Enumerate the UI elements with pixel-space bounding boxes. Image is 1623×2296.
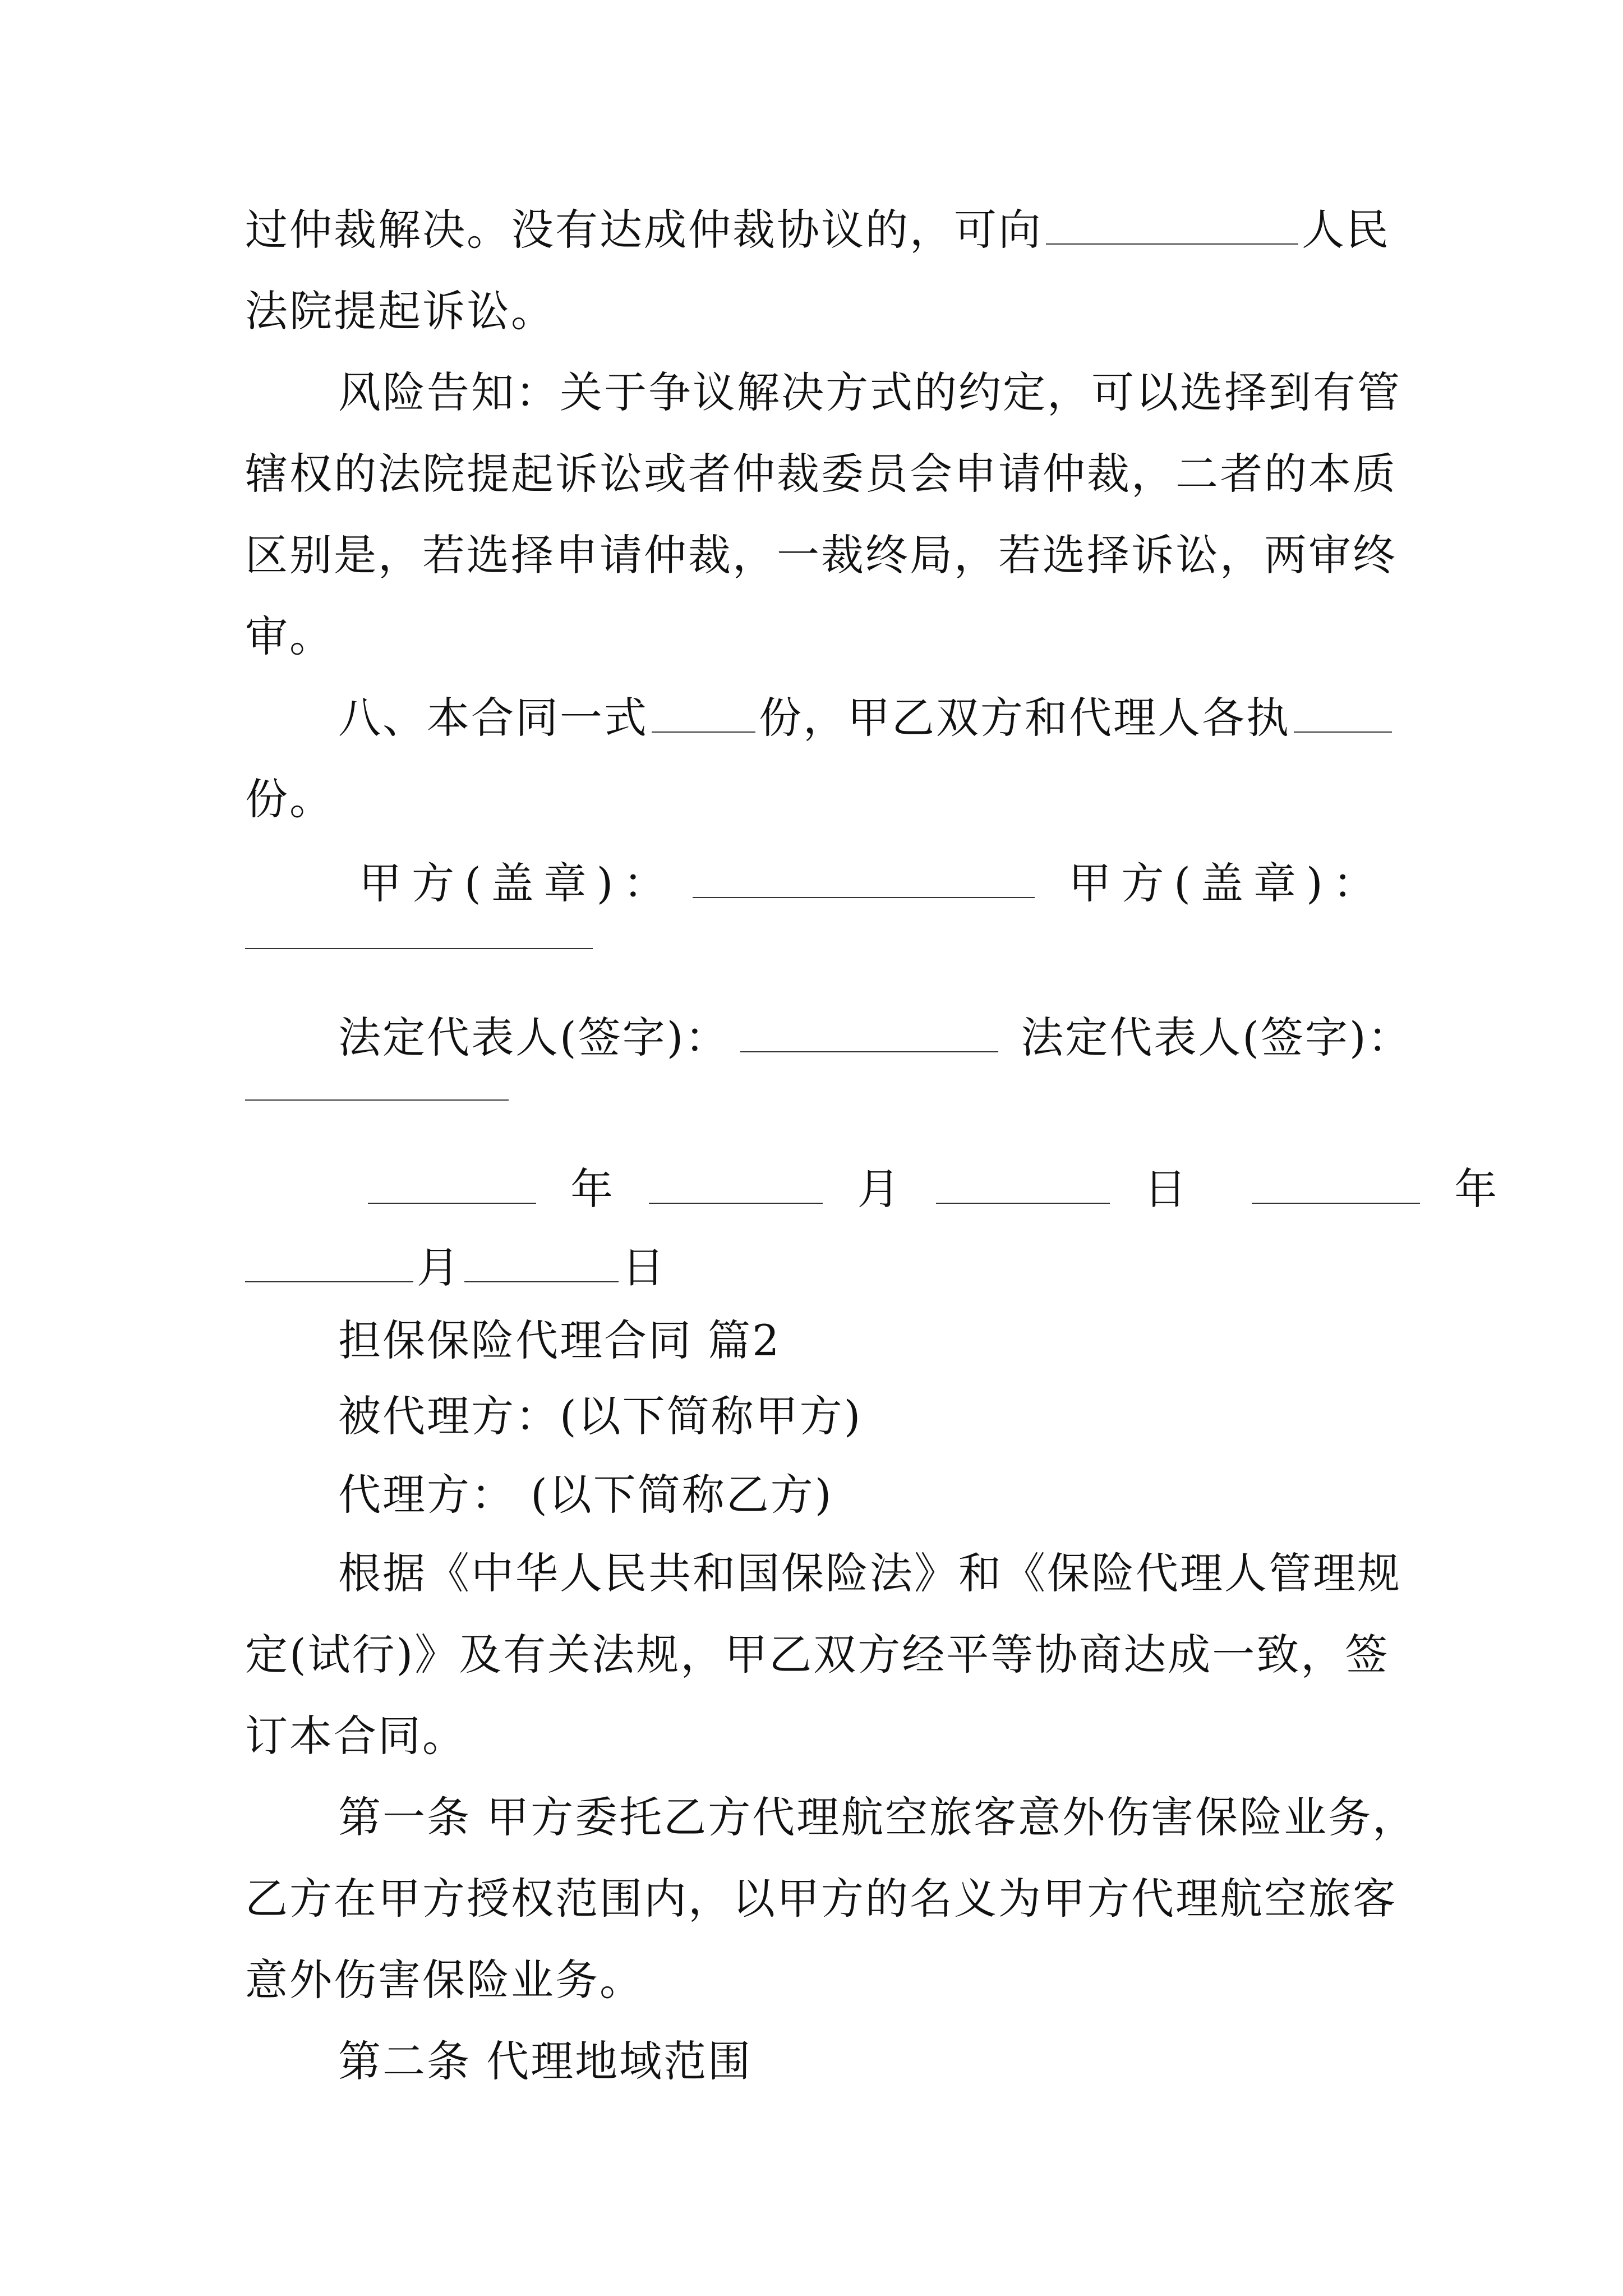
text-segment: 份，甲乙双方和代理人各执 [759,693,1290,743]
copies-clause-line [338,687,1477,749]
day-label: 日 [1144,1164,1188,1214]
article-1-line: 乙方在甲方授权范围内，以甲方的名义为甲方代理航空旅客 [245,1874,1397,1924]
year-label: 年 [570,1164,615,1214]
risk-notice-line: 区别是，若选择申请仲裁，一裁终局，若选择诉讼，两审终 [245,530,1397,580]
section-title: 担保保险代理合同 篇2 [338,1315,781,1365]
fill-blank [245,948,593,949]
fill-blank [464,1245,619,1282]
copies-clause-line: 份。 [245,774,334,824]
day-label: 日 [622,1243,666,1292]
basis-paragraph-line: 订本合同。 [245,1711,467,1761]
basis-paragraph-line: 定(试行)》及有关法规，甲乙双方经平等协商达成一致，签 [245,1630,1390,1680]
fill-blank [693,861,1035,898]
legal-rep-label: 法定代表人(签字)： [1021,1013,1412,1062]
text-segment: 过仲裁解决。没有达成仲裁协议的，可向 [245,205,1043,255]
month-label: 月 [857,1164,902,1214]
fill-blank [740,1015,998,1052]
fill-blank [1252,1167,1420,1204]
text-segment: 八、本合同一式 [338,693,648,743]
paragraph-line: 法院提起诉讼。 [245,286,555,336]
fill-blank [1294,696,1392,733]
fill-blank [1046,208,1298,245]
party-a-seal-label: 甲方(盖章)： [359,858,676,908]
legal-rep-label: 法定代表人(签字)： [338,1013,730,1062]
text-segment: 人民 [1302,205,1390,255]
fill-blank [368,1167,536,1204]
fill-blank [245,1099,509,1101]
date-line [365,1158,1499,1220]
risk-notice-line: 审。 [245,611,334,661]
paragraph-line [245,199,1390,261]
legal-rep-line [338,1007,1477,1069]
fill-blank [936,1167,1110,1204]
fill-blank [652,696,755,733]
basis-paragraph-line: 根据《中华人民共和国保险法》和《保险代理人管理规 [338,1548,1401,1598]
article-2-heading: 第二条 代理地域范围 [338,2036,753,2086]
fill-blank [245,1245,413,1282]
article-1-line: 意外伤害保险业务。 [245,1955,644,2005]
agent-party-line: 代理方： (以下简称乙方) [338,1470,833,1520]
article-1-line: 第一条 甲方委托乙方代理航空旅客意外伤害保险业务， [338,1792,1417,1842]
fill-blank [649,1167,823,1204]
principal-party-line: 被代理方：(以下简称甲方) [338,1391,863,1441]
seal-line [359,853,1385,914]
month-label: 月 [417,1243,461,1292]
party-a-seal-label: 甲方(盖章)： [1068,858,1386,908]
date-line [245,1237,1384,1299]
risk-notice-line: 辖权的法院提起诉讼或者仲裁委员会申请仲裁，二者的本质 [245,449,1397,499]
year-label: 年 [1454,1164,1499,1214]
risk-notice-line: 风险告知：关于争议解决方式的约定，可以选择到有管 [338,367,1401,417]
